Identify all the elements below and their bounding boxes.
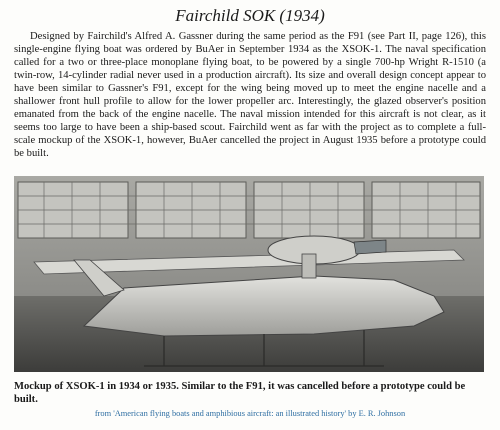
photo-caption: Mockup of XSOK-1 in 1934 or 1935. Similar to the F91, it was cancelled before a prototype could be built.: [14, 381, 466, 405]
aircraft-mockup-photo: [14, 176, 484, 372]
document-title: Fairchild SOK (1934): [175, 6, 325, 25]
body-paragraph: Designed by Fairchild's Alfred A. Gassner during the same period as the F91 (see Part II, page 126), this single-engine flying boat was ordered by BuAer in September 1934 as the XSOK-1. The naval specification called for a two or three-place monoplane flying boat, to be powered by a single 700-hp Wright R-1510 (a twin-row, 14-cylinder radial never used in a production aircraft). Its size and overall design concept appear to have been similar to Gassner's F91, except for the wing being moved up to meet the engine nacelle and a shallower front hull profile to allow for the lower propeller arc. Interestingly, the glazed observer's position emanated from the back of the engine nacelle. The naval mission intended for this aircraft is not clear, as it seems too large to have been a ship-based scout. Fairchild went as far with the project as to complete a full-scale mockup of the XSOK-1, however, BuAer cancelled the project in August 1935 before a prototype could be built.: [14, 31, 486, 159]
photo-illustration: [14, 176, 484, 372]
source-credit: from 'American flying boats and amphibious aircraft: an illustrated history' by E. R. Johnson: [94, 409, 406, 418]
